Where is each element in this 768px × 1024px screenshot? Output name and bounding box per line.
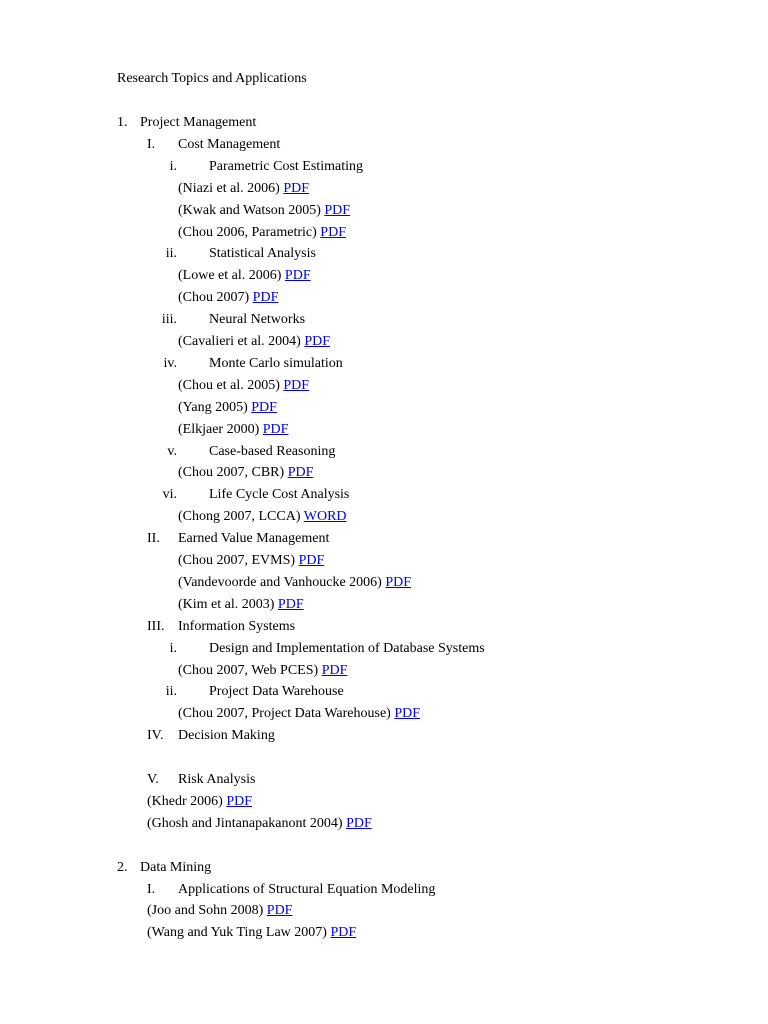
reference-entry (178, 703, 420, 725)
reference-entry (178, 222, 346, 244)
document-title: Research Topics and Applications (117, 71, 307, 86)
reference-citation: (Niazi et al. 2006) (178, 180, 280, 196)
subitem-heading: Monte Carlo simulation (209, 355, 343, 371)
item-heading: Applications of Structural Equation Modeling (178, 881, 436, 897)
reference-citation: (Chou 2006, Parametric) (178, 224, 317, 240)
reference-entry (178, 331, 330, 353)
reference-entry (178, 287, 278, 309)
item-heading: Earned Value Management (178, 531, 330, 547)
reference-link[interactable]: PDF (262, 421, 289, 437)
subitem-heading: Statistical Analysis (209, 246, 316, 262)
reference-citation: (Kim et al. 2003) (178, 596, 275, 612)
reference-citation: (Joo and Sohn 2008) (147, 903, 264, 919)
reference-entry (178, 660, 347, 682)
item-number: IV. (147, 728, 164, 744)
reference-citation: (Chou 2007, Project Data Warehouse) (178, 706, 391, 722)
subitem-number: iv. (163, 355, 177, 371)
section-number: 1. (117, 115, 128, 130)
reference-citation: (Chou et al. 2005) (178, 377, 280, 393)
reference-link[interactable]: PDF (330, 925, 357, 941)
reference-entry (147, 813, 372, 835)
item-heading: Decision Making (178, 728, 275, 744)
reference-citation: (Ghosh and Jintanapakanont 2004) (147, 815, 343, 831)
reference-link[interactable]: PDF (252, 290, 279, 306)
reference-link[interactable]: PDF (266, 903, 293, 919)
item-number: III. (147, 618, 165, 634)
reference-link[interactable]: PDF (284, 268, 311, 284)
item-heading: Cost Management (178, 136, 281, 152)
subitem-heading: Life Cycle Cost Analysis (209, 487, 350, 503)
subitem-number: v. (167, 443, 177, 459)
reference-link[interactable]: PDF (324, 202, 351, 218)
reference-entry (147, 922, 356, 944)
reference-link[interactable]: PDF (251, 399, 277, 415)
reference-link[interactable]: PDF (283, 377, 310, 393)
section-number: 2. (117, 859, 128, 875)
reference-citation: (Chou 2007, EVMS) (178, 553, 296, 568)
reference-entry (178, 375, 309, 397)
reference-entry (178, 550, 324, 572)
subitem-number: i. (169, 158, 177, 174)
reference-entry (147, 900, 292, 922)
reference-citation: (Lowe et al. 2006) (178, 268, 282, 284)
reference-link[interactable]: PDF (385, 574, 412, 590)
item-number: I. (147, 136, 156, 152)
subitem-number: vi. (162, 487, 177, 503)
section-heading: Data Mining (140, 859, 212, 875)
reference-entry (178, 594, 304, 616)
subitem-heading: Case-based Reasoning (209, 443, 336, 459)
reference-citation: (Vandevoorde and Vanhoucke 2006) (178, 574, 382, 590)
item-number: I. (147, 881, 156, 897)
reference-entry (147, 791, 252, 813)
reference-citation: (Chou 2007) (178, 290, 250, 306)
reference-entry (178, 419, 288, 441)
subitem-number: ii. (165, 246, 177, 262)
reference-citation: (Kwak and Watson 2005) (178, 202, 321, 218)
reference-link[interactable]: PDF (277, 596, 304, 612)
reference-citation: (Chou 2007, CBR) (178, 465, 285, 481)
subitem-number: iii. (161, 312, 177, 328)
reference-entry (178, 506, 347, 528)
reference-citation: (Chou 2007, Web PCES) (178, 662, 319, 678)
subitem-heading: Design and Implementation of Database Systems (209, 640, 485, 656)
reference-citation: (Wang and Yuk Ting Law 2007) (147, 925, 327, 941)
reference-link[interactable]: PDF (394, 706, 421, 722)
reference-entry (178, 178, 309, 200)
reference-citation: (Elkjaer 2000) (178, 421, 260, 437)
subitem-heading: Neural Networks (209, 312, 306, 328)
reference-citation: (Cavalieri et al. 2004) (178, 334, 301, 349)
section-heading: Project Management (140, 115, 257, 130)
reference-entry (178, 397, 277, 419)
subitem-number: ii. (165, 684, 177, 700)
reference-link[interactable]: WORD (303, 509, 347, 525)
reference-link[interactable]: PDF (298, 553, 325, 568)
reference-entry (178, 265, 311, 287)
reference-citation: (Khedr 2006) (147, 793, 227, 809)
subitem-heading: Parametric Cost Estimating (209, 158, 363, 174)
subitem-heading: Project Data Warehouse (209, 684, 344, 700)
reference-link[interactable]: PDF (226, 793, 252, 809)
item-heading: Risk Analysis (178, 772, 256, 787)
reference-link[interactable]: PDF (321, 662, 348, 678)
item-heading: Information Systems (178, 618, 296, 634)
reference-link[interactable]: PDF (346, 815, 372, 831)
reference-link[interactable]: PDF (287, 465, 314, 481)
item-number: II. (147, 531, 160, 547)
reference-entry (178, 462, 313, 484)
reference-entry (178, 572, 411, 594)
reference-citation: (Yang 2005) (178, 399, 248, 415)
item-number: V. (147, 772, 159, 787)
reference-link[interactable]: PDF (320, 224, 346, 240)
reference-link[interactable]: PDF (304, 334, 331, 349)
reference-entry (178, 200, 350, 222)
reference-citation: (Chong 2007, LCCA) (178, 509, 301, 525)
subitem-number: i. (169, 640, 177, 656)
reference-link[interactable]: PDF (283, 180, 310, 196)
